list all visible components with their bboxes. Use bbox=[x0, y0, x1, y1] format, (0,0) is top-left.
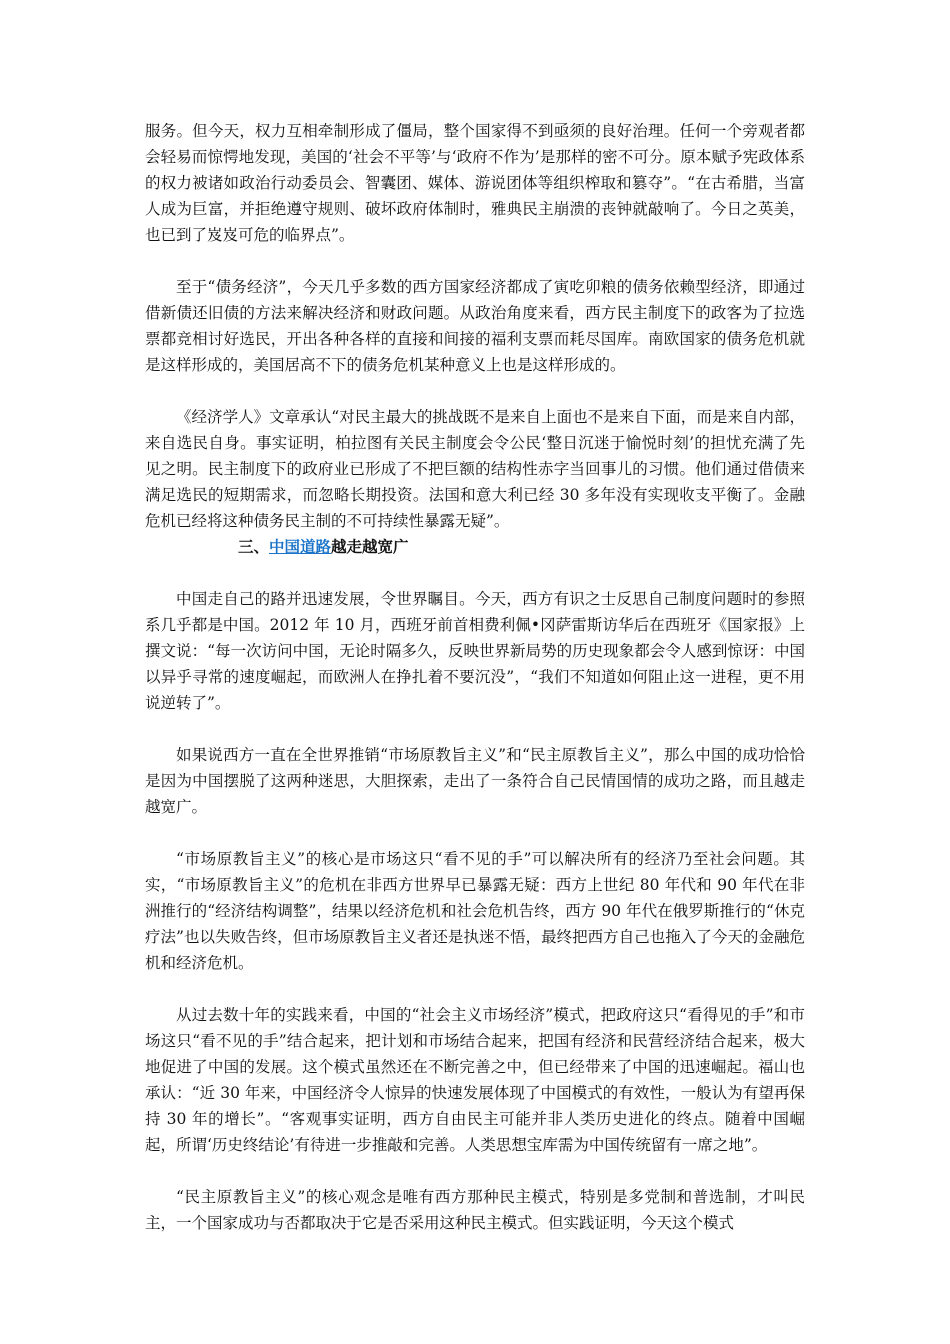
section-heading-prefix: 三、 bbox=[238, 537, 270, 556]
paragraph-1: 服务。但今天，权力互相牵制形成了僵局，整个国家得不到亟须的良好治理。任何一个旁观者都会轻易而惊愕地发现，美国的‘社会不平等’与‘政府不作为’是那样的密不可分。原本赋予宪政体系的权力被诸如政治行动委员会、智囊团、媒体、游说团体等组织榨取和篡夺”。“在古希腊，当富人成为巨富，并拒绝遵守规则、破坏政府体制时，雅典民主崩溃的丧钟就敲响了。今日之英美，也已到了岌岌可危的临界点”。 bbox=[145, 122, 805, 244]
paragraph-4: 中国走自己的路并迅速发展，令世界瞩目。今天，西方有识之士反思自己制度问题时的参照系几乎都是中国。2012 年 10 月，西班牙前首相费利佩•冈萨雷斯访华后在西班牙《国家报》上撰文说：“每一次访问中国，无论时隔多久，反映世界新局势的历史现象都会令人感到惊讶：中国以异乎寻常的速度崛起，而欧洲人在挣扎着不要沉没”，“我们不知道如何阻止这一进程，更不用说逆转了”。 bbox=[145, 590, 805, 712]
paragraph-6: “市场原教旨主义”的核心是市场这只“看不见的手”可以解决所有的经济乃至社会问题。其实，“市场原教旨主义”的危机在非西方世界早已暴露无疑：西方上世纪 80 年代和 90 年代在非洲推行的“经济结构调整”，结果以经济危机和社会危机告终，西方 90 年代在俄罗斯推行的“休克疗法”也以失败告终，但市场原教旨主义者还是执迷不悟，最终把西方自己也拖入了今天的金融危机和经济危机。 bbox=[145, 850, 805, 972]
china-road-link[interactable]: 中国道路 bbox=[269, 537, 332, 556]
section-heading-suffix: 越走越宽广 bbox=[331, 537, 409, 556]
section-heading bbox=[145, 534, 805, 560]
paragraph-7: 从过去数十年的实践来看，中国的“社会主义市场经济”模式，把政府这只“看得见的手”和市场这只“看不见的手”结合起来，把计划和市场结合起来，把国有经济和民营经济结合起来，极大地促进了中国的发展。这个模式虽然还在不断完善之中，但已经带来了中国的迅速崛起。福山也承认：“近 30 年来，中国经济令人惊异的快速发展体现了中国模式的有效性，一般认为有望再保持 30 年的增长”。“客观事实证明，西方自由民主可能并非人类历史进化的终点。随着中国崛起，所谓‘历史终结论’有待进一步推敲和完善。人类思想宝库需为中国传统留有一席之地”。 bbox=[145, 1006, 805, 1154]
document-page bbox=[145, 118, 805, 1262]
paragraph-5: 如果说西方一直在全世界推销“市场原教旨主义”和“民主原教旨主义”，那么中国的成功恰恰是因为中国摆脱了这两种迷思，大胆探索，走出了一条符合自己民情国情的成功之路，而且越走越宽广。 bbox=[145, 746, 805, 816]
paragraph-2: 至于“债务经济”，今天几乎多数的西方国家经济都成了寅吃卯粮的债务依赖型经济，即通过借新债还旧债的方法来解决经济和财政问题。从政治角度来看，西方民主制度下的政客为了拉选票都竞相讨好选民，开出各种各样的直接和间接的福利支票而耗尽国库。南欧国家的债务危机就是这样形成的，美国居高不下的债务危机某种意义上也是这样形成的。 bbox=[145, 278, 805, 374]
paragraph-8: “民主原教旨主义”的核心观念是唯有西方那种民主模式，特别是多党制和普选制，才叫民主，一个国家成功与否都取决于它是否采用这种民主模式。但实践证明，今天这个模式 bbox=[145, 1188, 805, 1232]
paragraph-3: 《经济学人》文章承认“对民主最大的挑战既不是来自上面也不是来自下面，而是来自内部，来自选民自身。事实证明，柏拉图有关民主制度会令公民‘整日沉迷于愉悦时刻’的担忧充满了先见之明。民主制度下的政府业已形成了不把巨额的结构性赤字当回事儿的习惯。他们通过借债来满足选民的短期需求，而忽略长期投资。法国和意大利已经 30 多年没有实现收支平衡了。金融危机已经将这种债务民主制的不可持续性暴露无疑”。 bbox=[145, 408, 805, 530]
